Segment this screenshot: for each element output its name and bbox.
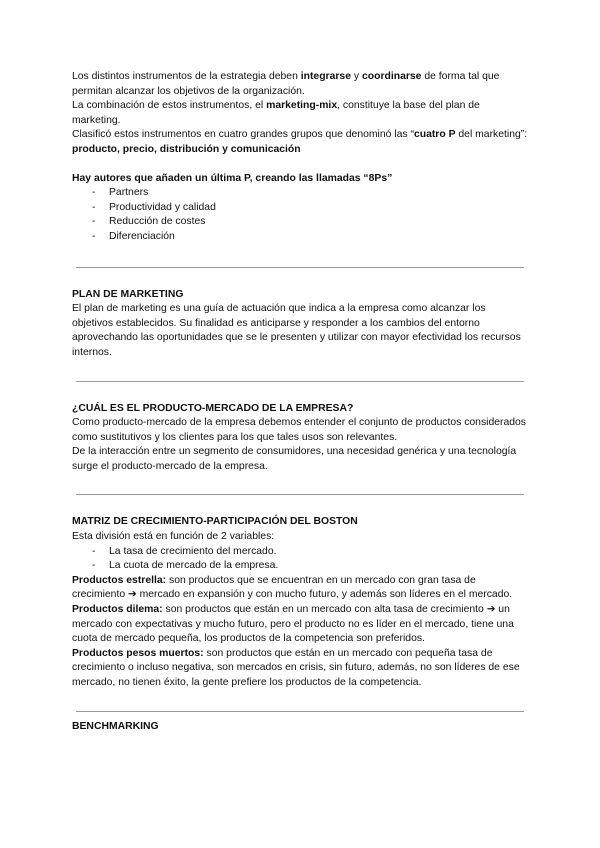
matriz-variables-list (72, 545, 528, 574)
bold-term-integrarse: integrarse (300, 71, 351, 82)
intro-paragraph-3 (72, 128, 528, 157)
plan-body: El plan de marketing es una guía de actuación que indica a la empresa como alcanzar los objetivos establecidos. Su finalidad es anticiparse y responder a los cambios del entorno aprovechando las oportunidades que se le presenten y utilizar con mayor efectividad los recursos internos. (72, 303, 521, 358)
bold-term-cuatro-p: cuatro P (413, 129, 456, 141)
producto-mercado-paragraph-2: De la interacción entre un segmento de consumidores, una necesidad genérica y una tecnología surge el producto-mercado de la empresa. (72, 446, 517, 472)
list-item: - La cuota de mercado de la empresa. (92, 559, 528, 574)
bold-term-four-ps-list: producto, precio, distribución y comunicación (72, 143, 301, 155)
text-run: son productos que se encuentran en un mercado con gran tasa de crecimiento ➔ mercado en expansión y con mucho futuro, y además son líderes en el mercado. (72, 574, 513, 601)
eight-ps-list (72, 186, 528, 244)
list-item: - La tasa de crecimiento del mercado. (92, 545, 528, 560)
bold-term-coordinarse: coordinarse (361, 71, 422, 82)
list-item: - Reducción de costes (92, 215, 528, 230)
list-item: - Productividad y calidad (92, 201, 528, 216)
text-run: Los distintos instrumentos de la estrategia deben (72, 71, 301, 82)
matriz-heading: MATRIZ DE CRECIMIENTO-PARTICIPACIÓN DEL BOSTON (72, 516, 358, 528)
text-run: del marketing”: (455, 129, 528, 141)
bold-term-marketing-mix: marketing-mix (266, 100, 338, 112)
bold-label-dilema: Productos dilema: (72, 604, 163, 616)
document-page (72, 70, 528, 734)
productos-estrella-paragraph (72, 574, 528, 603)
text-run: La combinación de estos instrumentos, el (72, 100, 267, 112)
intro-paragraph-2 (72, 99, 528, 128)
text-run: son productos que están en un mercado con alta tasa de crecimiento ➔ un mercado con expectativas y mucho futuro, pero el producto no es líder en el mercado, tiene una cuota de mercado pequeña, los productos de la competencia son preferidos. (72, 604, 514, 645)
producto-mercado-heading: ¿CUÁL ES EL PRODUCTO-MERCADO DE LA EMPRESA? (72, 402, 354, 414)
list-item: - Partners (92, 186, 528, 201)
list-item: - Diferenciación (92, 230, 528, 245)
bold-label-pesos-muertos: Productos pesos muertos: (72, 647, 204, 659)
producto-mercado-paragraph-1: Como producto-mercado de la empresa debemos entender el conjunto de productos considerados como sustitutivos y los clientes para los que tales usos son relevantes. (72, 417, 526, 443)
productos-pesos-muertos-paragraph (72, 647, 528, 691)
eight-ps-heading: Hay autores que añaden un última P, creando las llamadas “8Ps” (72, 172, 393, 184)
text-run: de forma tal que permitan alcanzar los objetivos de la organización. (72, 71, 500, 97)
productos-dilema-paragraph (72, 603, 528, 647)
intro-paragraph-1 (72, 70, 528, 99)
plan-heading: PLAN DE MARKETING (72, 288, 184, 300)
text-run: son productos que están en un mercado con pequeña tasa de crecimiento o incluso negativa, son mercados en crisis, sin futuro, además, no son líderes de ese mercado, no tienen éxito, la gente prefiere los productos de la competencia. (72, 647, 520, 688)
matriz-intro: Esta división está en función de 2 variables: (72, 531, 275, 543)
bold-label-estrella: Productos estrella: (72, 574, 167, 586)
text-run: , constituye la base del plan de marketing. (72, 100, 480, 126)
benchmarking-heading: BENCHMARKING (72, 720, 159, 732)
text-run: y (350, 71, 362, 82)
text-run: Clasificó estos instrumentos en cuatro grandes grupos que denominó las “ (72, 129, 414, 141)
